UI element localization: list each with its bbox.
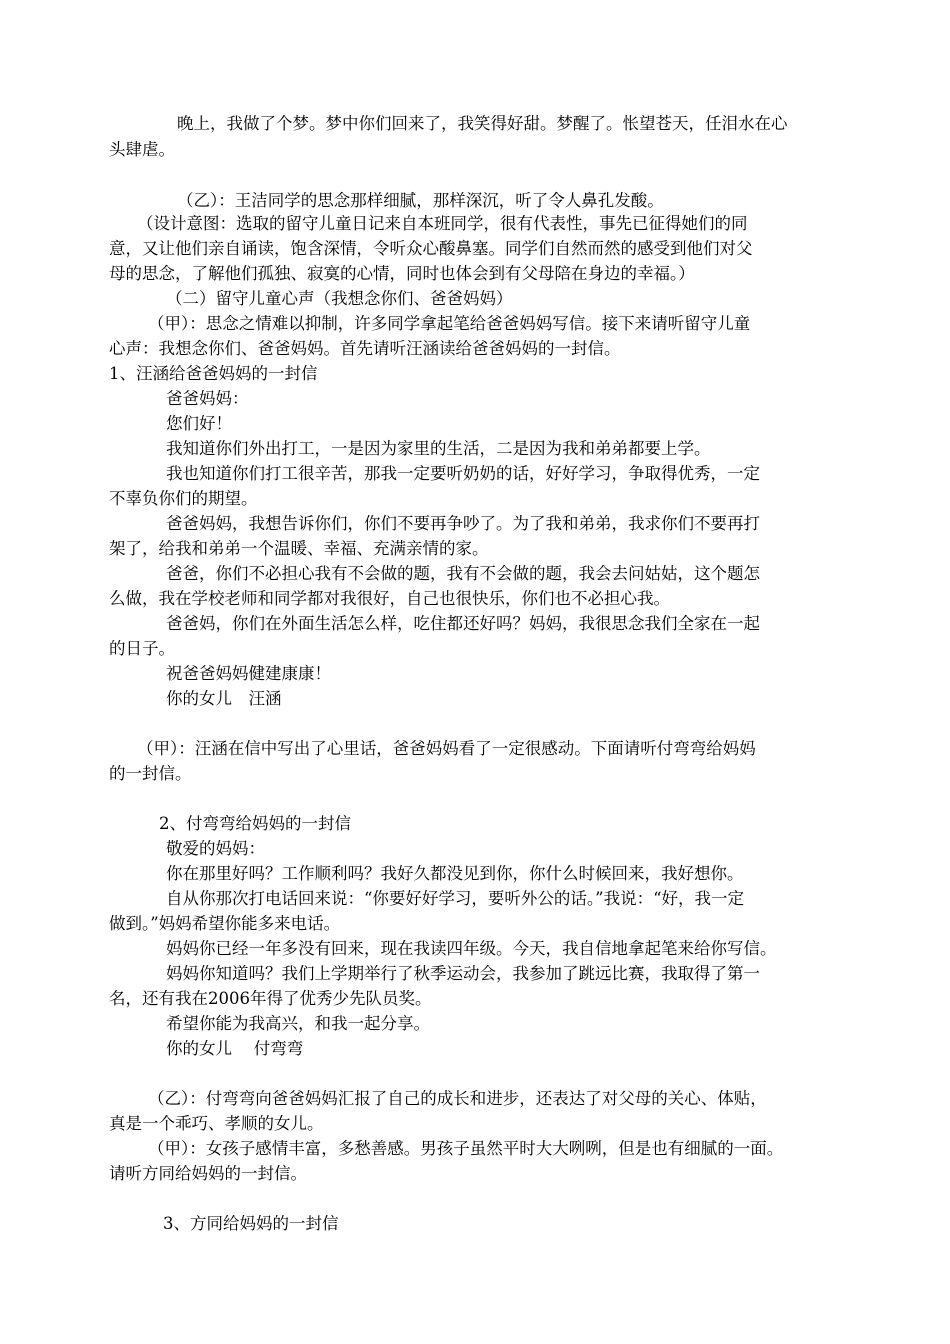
text-line: （甲）：思念之情难以抑制，许多同学拿起笔给爸爸妈妈写信。接下来请听留守儿童 [148,314,751,333]
letter-heading: 3、方同给妈妈的一封信 [163,1214,339,1233]
text-line: 不辜负你们的期望。 [109,489,258,508]
letter-heading: 1、汪涵给爸爸妈妈的一封信 [109,364,318,383]
text-line: 您们好！ [166,414,232,433]
text-line: （设计意图：选取的留守儿童日记来自本班同学，很有代表性，事先已征得她们的同 [137,214,748,233]
text-line: 敬爱的妈妈： [166,839,265,858]
text-line: 妈妈你知道吗？我们上学期举行了秋季运动会，我参加了跳远比赛，我取得了第一 [166,964,760,983]
text-line: 架了，给我和弟弟一个温暖、幸福、充满亲情的家。 [109,539,489,558]
text-line: 的日子。 [109,639,175,658]
text-line: 我也知道你们打工很辛苦，那我一定要听奶奶的话，好好学习，争取得优秀，一定 [166,464,760,483]
text-line: 希望你能为我高兴，和我一起分享。 [166,1014,430,1033]
text-line: 做到。”妈妈希望你能多来电话。 [109,914,341,933]
text-line: 爸爸妈妈，我想告诉你们，你们不要再争吵了。为了我和弟弟，我求你们不要再打 [166,514,760,533]
letter-heading: 2、付弯弯给妈妈的一封信 [159,814,351,833]
text-line: 晚上，我做了个梦。梦中你们回来了，我笑得好甜。梦醒了。怅望苍天，任泪水在心 [177,114,788,133]
text-line: 母的思念，了解他们孤独、寂寞的心情，同时也体会到有父母陪在身边的幸福。） [109,264,695,283]
text-line: 妈妈你已经一年多没有回来，现在我读四年级。今天，我自信地拿起笔来给你写信。 [166,939,777,958]
text-line: 意，又让他们亲自诵读，饱含深情，令听众心酸鼻塞。同学们自然而然的感受到他们对父 [109,239,753,258]
text-line: 你的女儿 汪涵 [166,689,282,708]
text-line: 我知道你们外出打工，一是因为家里的生活，二是因为我和弟弟都要上学。 [166,439,711,458]
text-line: 心声：我想念你们、爸爸妈妈。首先请听汪涵读给爸爸妈妈的一封信。 [109,339,621,358]
text-line: 你的女儿 付弯弯 [166,1039,304,1058]
text-line: 自从你那次打电话回来说：“你要好好学习，要听外公的话。”我说：“好，我一定 [166,889,745,908]
text-line: 请听方同给妈妈的一封信。 [109,1164,307,1183]
text-line: 爸爸妈妈： [166,389,249,408]
text-line: （乙）：付弯弯向爸爸妈妈汇报了自己的成长和进步，还表达了对父母的关心、体贴， [148,1089,767,1108]
text-line: 头肆虐。 [109,140,175,159]
text-line: 爸爸妈，你们在外面生活怎么样，吃住都还好吗？妈妈，我很思念我们全家在一起 [166,614,760,633]
text-line: （乙）：王洁同学的思念那样细腻，那样深沉，听了令人鼻孔发酸。 [177,191,664,210]
text-line: 爸爸，你们不必担心我有不会做的题，我有不会做的题，我会去问姑姑，这个题怎 [166,564,760,583]
text-line: 么做，我在学校老师和同学都对我很好，自己也很快乐，你们也不必担心我。 [109,589,670,608]
text-line: 你在那里好吗？工作顺利吗？我好久都没见到你，你什么时候回来，我好想你。 [166,864,744,883]
text-line: 名，还有我在2006年得了优秀少先队员奖。 [109,989,432,1008]
text-line: 真是一个乖巧、孝顺的女儿。 [109,1114,324,1133]
text-line: 的一封信。 [109,764,192,783]
text-line: 祝爸爸妈妈健建康康！ [166,664,331,683]
text-line: （甲）：女孩子感情丰富，多愁善感。男孩子虽然平时大大咧咧，但是也有细腻的一面。 [148,1139,784,1158]
text-line: （甲）：汪涵在信中写出了心里话，爸爸妈妈看了一定很感动。下面请听付弯弯给妈妈 [137,739,756,758]
section-heading: （二）留守儿童心声（我想念你们、爸爸妈妈） [166,289,513,308]
